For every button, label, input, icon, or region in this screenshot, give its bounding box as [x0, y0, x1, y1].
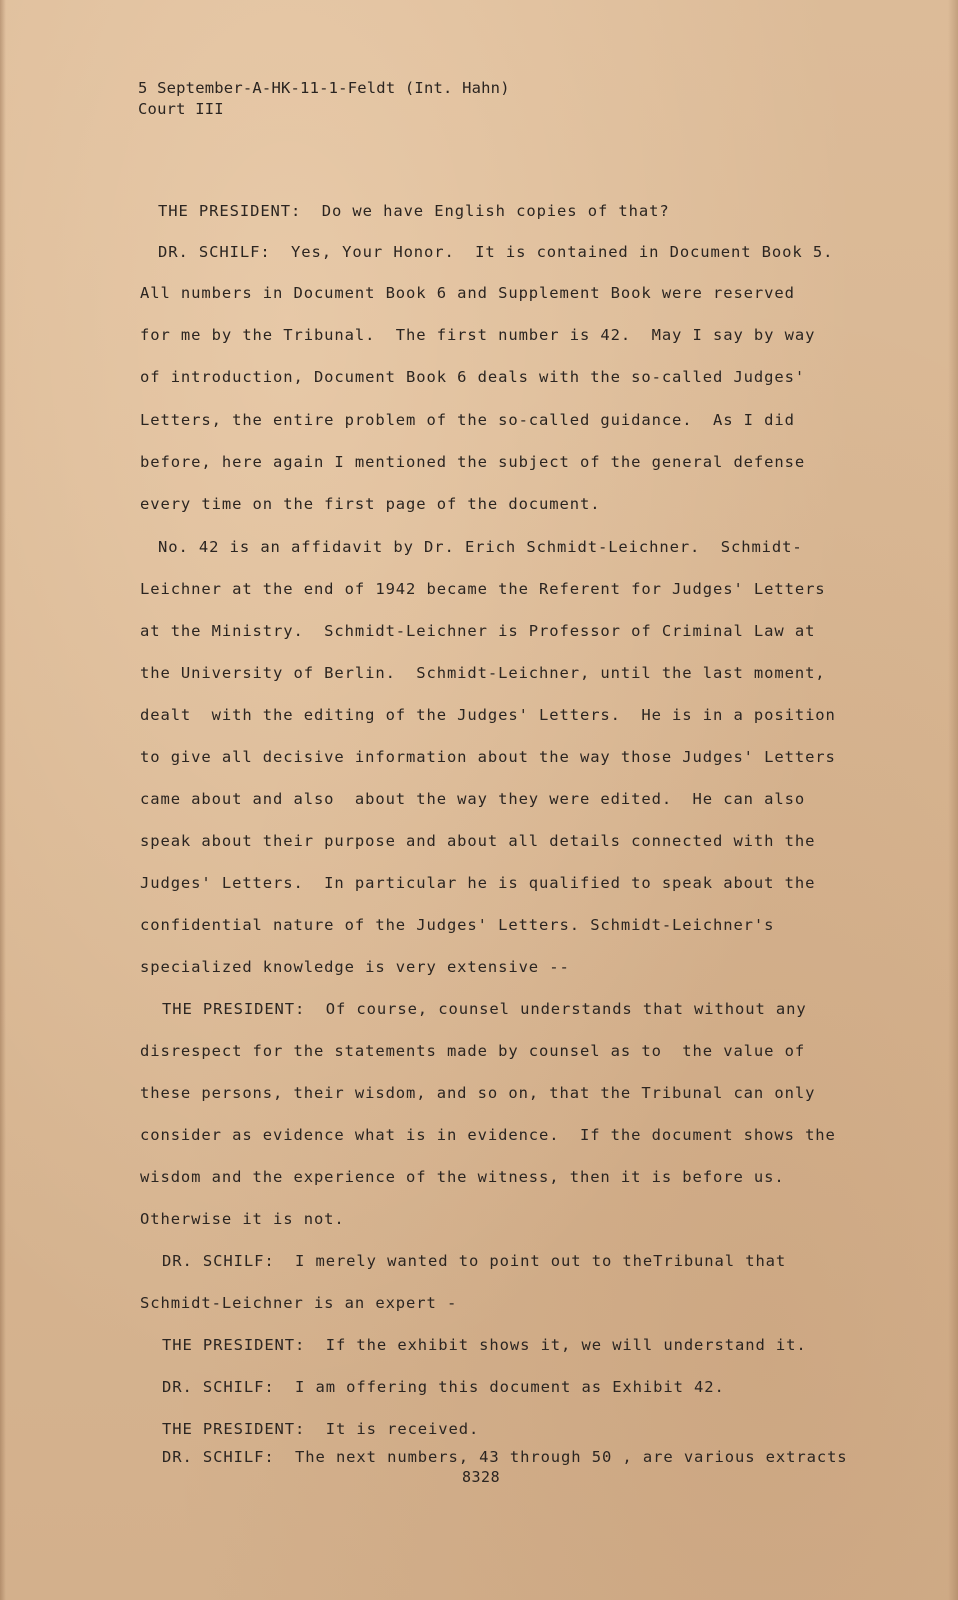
text-line: speak about their purpose and about all details connected with the	[140, 832, 816, 850]
paper-edge-left	[0, 0, 6, 1600]
text-line: these persons, their wisdom, and so on, that the Tribunal can only	[140, 1084, 816, 1102]
text-line: before, here again I mentioned the subject of the general defense	[140, 453, 806, 471]
text-line: to give all decisive information about the way those Judges' Letters	[140, 748, 836, 766]
paper-edge-right	[948, 0, 958, 1600]
text-line: confidential nature of the Judges' Letters. Schmidt-Leichner's	[140, 916, 775, 934]
text-line: THE PRESIDENT: It is received.	[162, 1420, 480, 1438]
text-line: consider as evidence what is in evidence. If the document shows the	[140, 1126, 836, 1144]
text-line: came about and also about the way they were edited. He can also	[140, 790, 806, 808]
text-line: THE PRESIDENT: If the exhibit shows it, we will understand it.	[162, 1336, 807, 1354]
text-line: THE PRESIDENT: Of course, counsel understands that without any	[162, 1000, 807, 1018]
text-line: DR. SCHILF: I am offering this document as Exhibit 42.	[162, 1378, 725, 1396]
header-session-line: 5 September-A-HK-11-1-Feldt (Int. Hahn)	[138, 79, 510, 97]
text-line: DR. SCHILF: Yes, Your Honor. It is contained in Document Book 5.	[158, 243, 834, 261]
text-line: DR. SCHILF: I merely wanted to point out to theTribunal that	[162, 1252, 787, 1270]
header-court-line: Court III	[138, 100, 224, 118]
text-line: All numbers in Document Book 6 and Supplement Book were reserved	[140, 284, 795, 302]
text-line: THE PRESIDENT: Do we have English copies of that?	[158, 202, 670, 220]
text-line: dealt with the editing of the Judges' Letters. He is in a position	[140, 706, 836, 724]
text-line: Judges' Letters. In particular he is qualified to speak about the	[140, 874, 816, 892]
text-line: at the Ministry. Schmidt-Leichner is Professor of Criminal Law at	[140, 622, 816, 640]
text-line: Letters, the entire problem of the so-called guidance. As I did	[140, 411, 795, 429]
text-line: Schmidt-Leichner is an expert -	[140, 1294, 458, 1312]
text-line: Otherwise it is not.	[140, 1210, 345, 1228]
text-line: the University of Berlin. Schmidt-Leichner, until the last moment,	[140, 664, 826, 682]
text-line: for me by the Tribunal. The first number is 42. May I say by way	[140, 326, 816, 344]
text-line: every time on the first page of the document.	[140, 495, 601, 513]
text-line: DR. SCHILF: The next numbers, 43 through 50 , are various extracts	[162, 1448, 848, 1466]
text-line: specialized knowledge is very extensive --	[140, 958, 570, 976]
text-line: wisdom and the experience of the witness, then it is before us.	[140, 1168, 785, 1186]
text-line: of introduction, Document Book 6 deals with the so-called Judges'	[140, 368, 806, 386]
text-line: Leichner at the end of 1942 became the Referent for Judges' Letters	[140, 580, 826, 598]
page-number: 8328	[462, 1468, 501, 1486]
text-line: No. 42 is an affidavit by Dr. Erich Schmidt-Leichner. Schmidt-	[158, 538, 803, 556]
text-line: disrespect for the statements made by counsel as to the value of	[140, 1042, 806, 1060]
document-header	[138, 78, 510, 120]
